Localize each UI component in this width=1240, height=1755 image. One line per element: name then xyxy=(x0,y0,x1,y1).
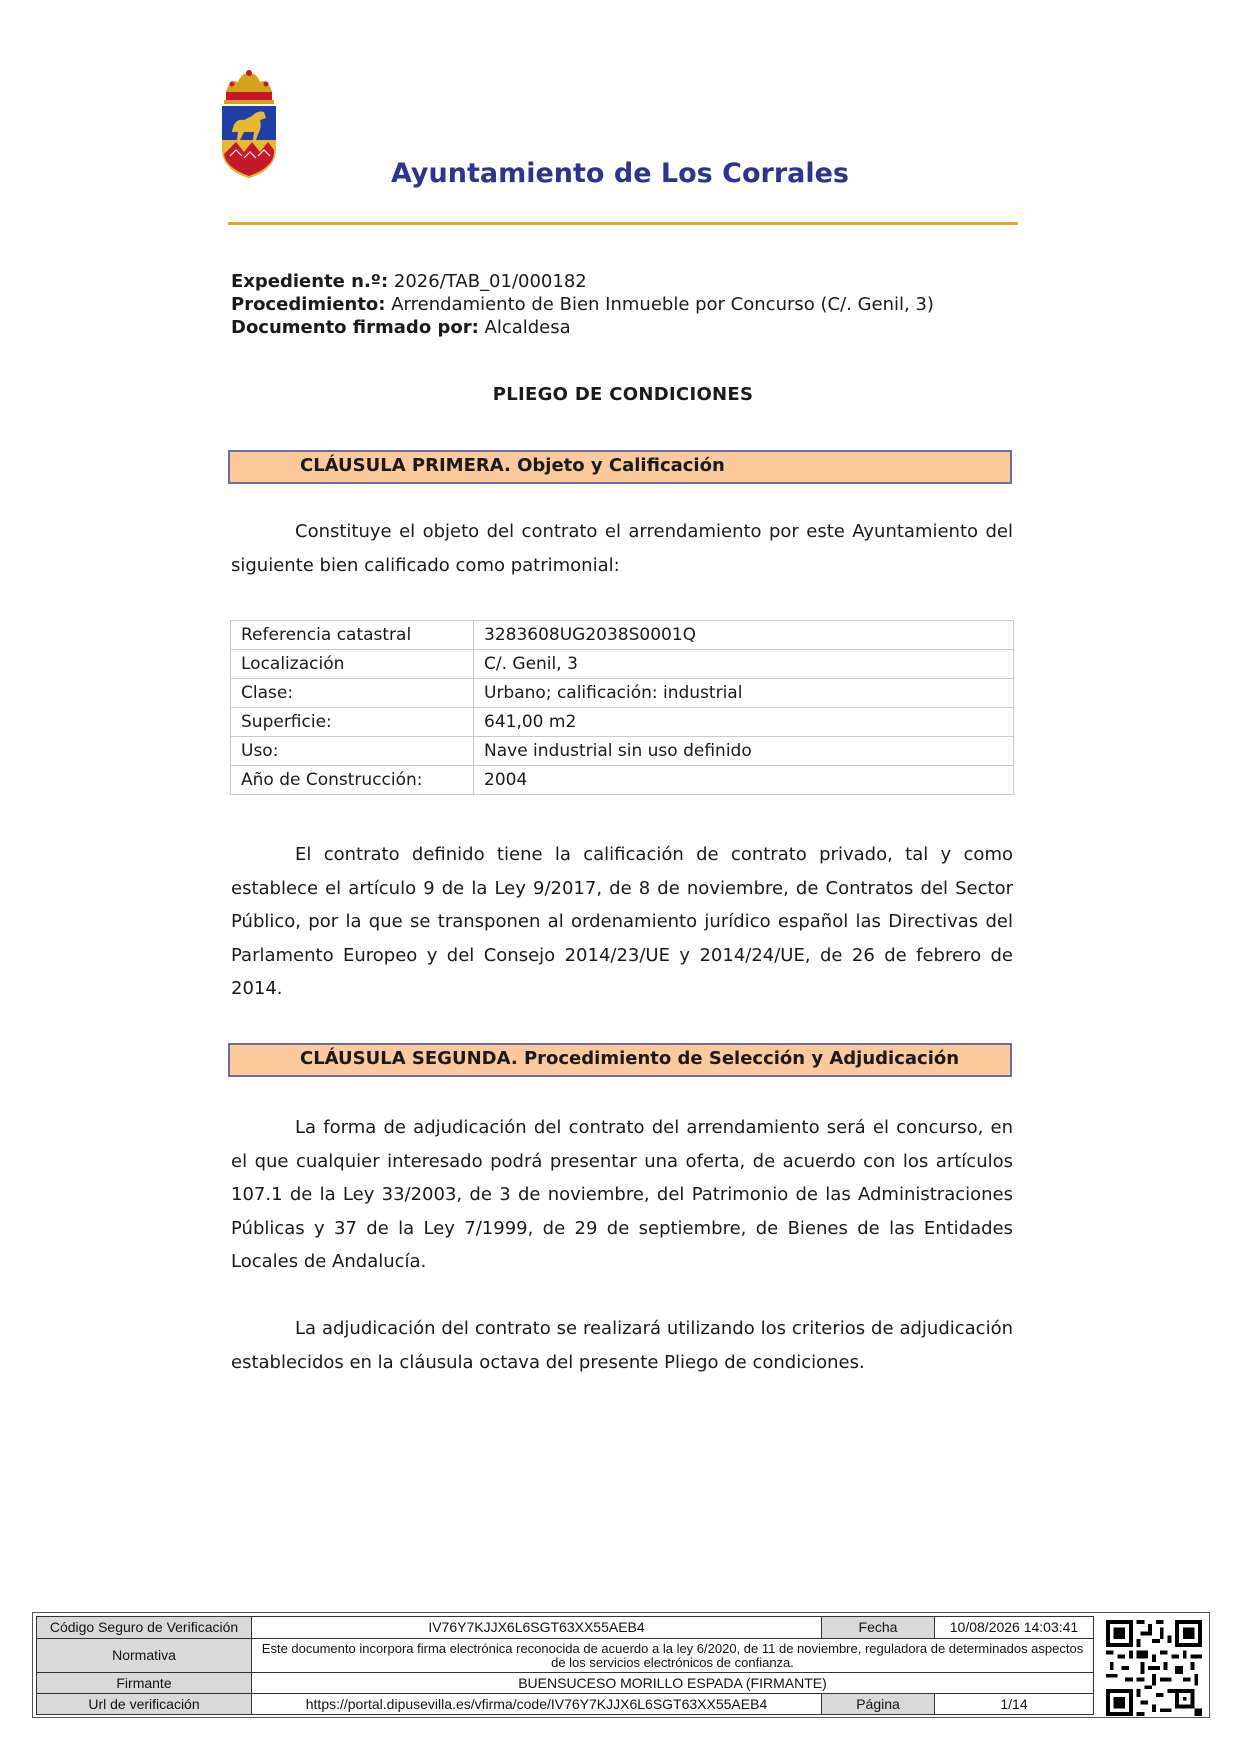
property-value: C/. Genil, 3 xyxy=(474,650,1014,679)
csv-value: IV76Y7KJJX6L6SGT63XX55AEB4 xyxy=(252,1617,822,1639)
verification-table xyxy=(36,1616,1094,1715)
normativa-value: Este documento incorpora firma electrónica reconocida de acuerdo a la ley 6/2020, de 11 de noviembre, reguladora de determinados aspectos de los servicios electrónicos de confianza. xyxy=(252,1639,1094,1673)
table-row xyxy=(231,708,1014,737)
property-value: 641,00 m2 xyxy=(474,708,1014,737)
fecha-label: Fecha xyxy=(822,1617,935,1639)
procedimiento-label: Procedimiento: xyxy=(231,294,386,315)
document-title: PLIEGO DE CONDICIONES xyxy=(492,384,754,405)
firmado-value: Alcaldesa xyxy=(484,317,571,338)
table-row xyxy=(37,1694,1094,1715)
property-label: Año de Construcción: xyxy=(231,766,474,795)
clause-1-intro: Constituye el objeto del contrato el arrendamiento por este Ayuntamiento del siguiente bien calificado como patrimonial: xyxy=(231,521,1013,576)
expediente-label: Expediente n.º: xyxy=(231,271,389,292)
expediente-line xyxy=(231,270,934,293)
table-row xyxy=(37,1673,1094,1694)
expediente-value: 2026/TAB_01/000182 xyxy=(393,271,587,292)
firmado-label: Documento firmado por: xyxy=(231,317,479,338)
organization-title: Ayuntamiento de Los Corrales xyxy=(391,158,849,189)
firmante-label: Firmante xyxy=(37,1673,252,1694)
property-value: Nave industrial sin uso definido xyxy=(474,737,1014,766)
table-row xyxy=(231,650,1014,679)
pagina-label: Página xyxy=(822,1694,935,1715)
document-metadata xyxy=(231,270,934,339)
qr-code-icon xyxy=(1106,1620,1202,1716)
property-label: Superficie: xyxy=(231,708,474,737)
pagina-value: 1/14 xyxy=(935,1694,1094,1715)
table-row xyxy=(231,621,1014,650)
normativa-label: Normativa xyxy=(37,1639,252,1673)
property-value: 3283608UG2038S0001Q xyxy=(474,621,1014,650)
table-row xyxy=(37,1617,1094,1639)
table-row xyxy=(231,766,1014,795)
clause-1-heading: CLÁUSULA PRIMERA. Objeto y Calificación xyxy=(228,450,1012,484)
clause-2-paragraph-2: La adjudicación del contrato se realizará utilizando los criterios de adjudicación establecidos en la cláusula octava del presente Pliego de condiciones. xyxy=(231,1318,1013,1373)
property-value: 2004 xyxy=(474,766,1014,795)
property-table xyxy=(230,620,1014,795)
url-label: Url de verificación xyxy=(37,1694,252,1715)
table-row xyxy=(37,1639,1094,1673)
header-divider xyxy=(228,222,1018,225)
property-label: Localización xyxy=(231,650,474,679)
clause-2-paragraph-1: La forma de adjudicación del contrato del arrendamiento será el concurso, en el que cualquier interesado podrá presentar una oferta, de acuerdo con los artículos 107.1 de la Ley 33/2003, de 3 de noviembre, del Patrimonio de las Administraciones Públicas y 37 de la Ley 7/1999, de 29 de septiembre, de Bienes de las Entidades Locales de Andalucía. xyxy=(231,1117,1013,1273)
property-value: Urbano; calificación: industrial xyxy=(474,679,1014,708)
table-row xyxy=(231,679,1014,708)
clause-1-body: El contrato definido tiene la calificación de contrato privado, tal y como establece el artículo 9 de la Ley 9/2017, de 8 de noviembre, de Contratos del Sector Público, por la que se transponen al ordenamiento jurídico español las Directivas del Parlamento Europeo y del Consejo 2014/23/UE y 2014/24/UE, de 26 de febrero de 2014. xyxy=(231,844,1013,1000)
procedimiento-value: Arrendamiento de Bien Inmueble por Concurso (C/. Genil, 3) xyxy=(391,294,934,315)
verification-url[interactable]: https://portal.dipusevilla.es/vfirma/code/IV76Y7KJJX6L6SGT63XX55AEB4 xyxy=(252,1694,822,1715)
property-label: Uso: xyxy=(231,737,474,766)
table-row xyxy=(231,737,1014,766)
procedimiento-line xyxy=(231,293,934,316)
firmado-line xyxy=(231,316,934,339)
firmante-value: BUENSUCESO MORILLO ESPADA (FIRMANTE) xyxy=(252,1673,1094,1694)
csv-label: Código Seguro de Verificación xyxy=(37,1617,252,1639)
clause-2-heading: CLÁUSULA SEGUNDA. Procedimiento de Selección y Adjudicación xyxy=(228,1043,1012,1077)
property-label: Clase: xyxy=(231,679,474,708)
property-label: Referencia catastral xyxy=(231,621,474,650)
fecha-value: 10/08/2026 14:03:41 xyxy=(935,1617,1094,1639)
